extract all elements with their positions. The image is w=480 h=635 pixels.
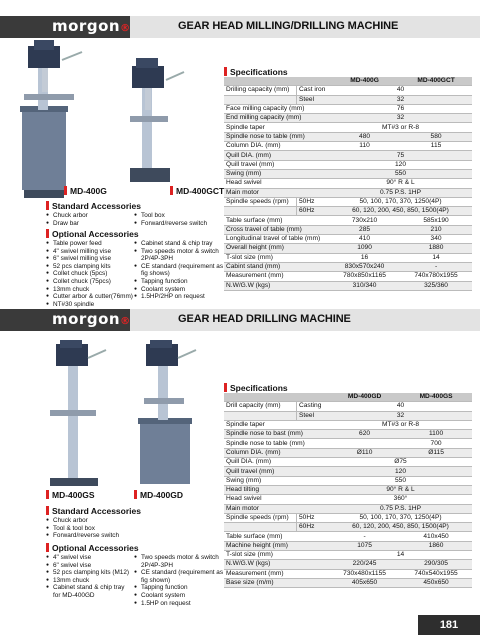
spec-cell: 405x650: [329, 578, 400, 587]
spec-cell: Casting: [297, 402, 330, 411]
accessory-item: ● Coolant system: [134, 286, 226, 294]
spec-row: [224, 95, 472, 104]
spec-cell: 1860: [400, 541, 472, 550]
spec-cell: 585x190: [400, 216, 472, 225]
spec-cell: 730x480x1155: [329, 569, 400, 578]
spec-cell: [224, 411, 297, 420]
spec-cell: Spindle nose to table (mm): [224, 439, 329, 448]
accessory-item: ● Two speeds motor & switch 2P/4P-3PH: [134, 248, 226, 263]
spec-cell: [329, 439, 400, 448]
spec-cell: Table surface (mm): [224, 216, 329, 225]
spec-cell: 76: [329, 104, 472, 113]
spec-cell: 120: [329, 467, 472, 476]
spec-row: [224, 142, 472, 151]
spec-row: [224, 485, 472, 494]
accessory-item: ● 52 pcs clamping kits (M12): [46, 569, 132, 577]
spec-row: [224, 476, 472, 485]
specifications-table: [224, 393, 472, 588]
spec-cell: Steel: [297, 95, 330, 104]
spec-cell: Drilling capacity (mm): [224, 86, 297, 95]
page-number: 181: [418, 615, 480, 635]
specifications-table: [224, 77, 472, 291]
spec-cell: [224, 77, 329, 86]
spec-row: [224, 448, 472, 457]
spec-cell: [224, 207, 297, 216]
spec-cell: Drill capacity (mm): [224, 402, 297, 411]
spec-cell: 50Hz: [297, 197, 330, 206]
mill-drill-machine-image: [20, 40, 100, 200]
spec-cell: Column DIA. (mm): [224, 448, 329, 457]
spec-cell: T-slot size (mm): [224, 253, 329, 262]
spec-cell: N.W/G.W (kgs): [224, 281, 329, 290]
standard-accessories-heading: Standard Accessories: [46, 201, 141, 211]
spec-row: [224, 467, 472, 476]
standard-accessories-list-1: [46, 212, 126, 227]
spec-row: [224, 272, 472, 281]
accessory-item: ● 6" swivel vise: [46, 562, 132, 570]
spec-cell: 480: [329, 132, 400, 141]
spec-cell: -: [329, 532, 400, 541]
spec-row: [224, 569, 472, 578]
spec-row: [224, 179, 472, 188]
spec-cell: Quill travel (mm): [224, 160, 329, 169]
spec-row: [224, 504, 472, 513]
spec-row: [224, 244, 472, 253]
spec-cell: 700: [400, 439, 472, 448]
spec-cell: [224, 523, 297, 532]
specifications-heading: Specifications: [224, 383, 288, 393]
spec-cell: 40: [329, 86, 472, 95]
spec-cell: [224, 393, 329, 402]
spec-cell: Overall height (mm): [224, 244, 329, 253]
section2-banner: [0, 309, 480, 331]
accessory-item: ● 4" swivel milling vise: [46, 248, 134, 256]
spec-cell: Quill travel (mm): [224, 467, 329, 476]
spec-cell: MD-400GD: [329, 393, 400, 402]
spec-cell: 740x540x1955: [400, 569, 472, 578]
spec-cell: 90° R & L: [329, 179, 472, 188]
spec-cell: T-slot size (mm): [224, 551, 329, 560]
standard-accessories-list: [46, 517, 166, 540]
spec-cell: 210: [400, 225, 472, 234]
spec-cell: Column DIA. (mm): [224, 142, 329, 151]
spec-row: [224, 169, 472, 178]
spec-cell: 0.75 P.S. 1HP: [329, 188, 472, 197]
spec-cell: 620: [329, 430, 400, 439]
accessory-item: ● Collet chuck (5pcs): [46, 270, 134, 278]
accessory-item: ● 13mm chuck: [46, 577, 132, 585]
accessory-item: ● 13mm chuck: [46, 286, 134, 294]
spec-row: [224, 541, 472, 550]
spec-cell: 0.75 P.S. 1HP: [329, 504, 472, 513]
accessory-item: ● Tool box: [134, 212, 224, 220]
spec-row: [224, 513, 472, 522]
spec-cell: 290/305: [400, 560, 472, 569]
brand-logo: morgon®: [52, 310, 131, 328]
standard-accessories-list-2: [134, 212, 224, 227]
spec-cell: 450x650: [400, 578, 472, 587]
spec-header-row: [224, 77, 472, 86]
optional-accessories-heading: Optional Accessories: [46, 229, 139, 239]
spec-row: [224, 225, 472, 234]
spec-row: [224, 551, 472, 560]
spec-cell: Steel: [297, 411, 330, 420]
accessory-item: ● 52 pcs clamping kits: [46, 263, 134, 271]
spec-cell: Main motor: [224, 188, 329, 197]
spec-cell: 120: [329, 160, 472, 169]
model-label-md400gct: MD-400GCT: [170, 186, 224, 196]
spec-cell: MT#3 or R-8: [329, 420, 472, 429]
accessory-item: ● Forward/reverse switch: [134, 220, 224, 228]
spec-cell: Face milling capacity (mm): [224, 104, 329, 113]
accessory-item: ● Table power feed: [46, 240, 134, 248]
spec-cell: MD-400G: [329, 77, 400, 86]
spec-cell: 110: [329, 142, 400, 151]
spec-cell: Head tilting: [224, 485, 329, 494]
spec-cell: 220/245: [329, 560, 400, 569]
spec-cell: Machine height (mm): [224, 541, 329, 550]
section2-title: GEAR HEAD DRILLING MACHINE: [178, 313, 351, 325]
spec-cell: Measurement (mm): [224, 272, 329, 281]
spec-row: [224, 207, 472, 216]
spec-cell: Swing (mm): [224, 476, 329, 485]
spec-row: [224, 439, 472, 448]
spec-cell: 32: [329, 95, 472, 104]
accessory-item: ● 1.5HP on request: [134, 600, 226, 608]
spec-cell: Spindle speeds (rpm): [224, 513, 297, 522]
spec-cell: 32: [329, 411, 472, 420]
spec-cell: 340: [400, 235, 472, 244]
accessory-item: ● Chuck arbor: [46, 212, 126, 220]
brand-logo: morgon®: [52, 17, 131, 35]
accessory-item: ● Collet chuck (75pcs): [46, 278, 134, 286]
spec-cell: Ø110: [329, 448, 400, 457]
accessory-item: ● CE standard (requirement as fig shows): [134, 263, 226, 278]
standard-accessories-heading: Standard Accessories: [46, 506, 141, 516]
mill-drill-ct-machine-image: [126, 58, 206, 188]
spec-row: [224, 114, 472, 123]
spec-row: [224, 235, 472, 244]
spec-cell: 60, 120, 200, 450, 850, 1500(4P): [329, 207, 472, 216]
spec-row: [224, 123, 472, 132]
spec-cell: 410: [329, 235, 400, 244]
spec-cell: Quill DIA. (mm): [224, 458, 329, 467]
spec-cell: 50Hz: [297, 513, 330, 522]
accessory-item: ● Tapping function: [134, 278, 226, 286]
drill-machine-gs-image: [40, 340, 120, 490]
spec-cell: MD-400GCT: [400, 77, 472, 86]
spec-row: [224, 86, 472, 95]
accessory-item: ● 6" swivel milling vise: [46, 255, 134, 263]
spec-cell: 1075: [329, 541, 400, 550]
accessory-item: ● Coolant system: [134, 592, 226, 600]
accessory-item: ● 4" swivel vise: [46, 554, 132, 562]
spec-cell: 410x450: [400, 532, 472, 541]
spec-cell: Spindle taper: [224, 123, 329, 132]
spec-cell: Cast iron: [297, 86, 330, 95]
spec-cell: Spindle speeds (rpm): [224, 197, 297, 206]
spec-cell: 550: [329, 476, 472, 485]
accessory-item: ● Forward/reverse switch: [46, 532, 166, 540]
spec-cell: 740x780x1955: [400, 272, 472, 281]
spec-cell: 310/340: [329, 281, 400, 290]
spec-row: [224, 216, 472, 225]
spec-row: [224, 430, 472, 439]
spec-row: [224, 458, 472, 467]
spec-cell: 550: [329, 169, 472, 178]
spec-cell: 730x210: [329, 216, 400, 225]
spec-cell: 16: [329, 253, 400, 262]
spec-row: [224, 262, 472, 271]
spec-cell: Spindle nose to table (mm): [224, 132, 329, 141]
spec-cell: Ø75: [329, 458, 472, 467]
spec-row: [224, 132, 472, 141]
spec-cell: Ø115: [400, 448, 472, 457]
spec-row: [224, 523, 472, 532]
spec-cell: -: [400, 262, 472, 271]
optional-accessories-heading: Optional Accessories: [46, 543, 139, 553]
spec-cell: 1090: [329, 244, 400, 253]
spec-cell: Cross travel of table (mm): [224, 225, 329, 234]
spec-cell: 75: [329, 151, 472, 160]
spec-cell: N.W/G.W (kgs): [224, 560, 329, 569]
spec-cell: 1100: [400, 430, 472, 439]
accessory-item: ● NT#30 spindle: [46, 301, 134, 309]
spec-cell: 60Hz: [297, 523, 330, 532]
spec-cell: 50, 100, 170, 370, 1250(4P): [329, 197, 472, 206]
accessory-item: ● CE standard (requirement as fig shown): [134, 569, 226, 584]
spec-cell: Spindle taper: [224, 420, 329, 429]
spec-row: [224, 188, 472, 197]
spec-row: [224, 411, 472, 420]
spec-row: [224, 151, 472, 160]
spec-cell: 32: [329, 114, 472, 123]
spec-row: [224, 160, 472, 169]
optional-accessories-list-2: [134, 240, 226, 301]
model-label-md400g: MD-400G: [64, 186, 107, 196]
optional-accessories-list-1: [46, 554, 132, 600]
spec-cell: Head swivel: [224, 179, 329, 188]
spec-cell: 40: [329, 402, 472, 411]
spec-cell: 14: [400, 253, 472, 262]
model-label-md400gs: MD-400GS: [46, 490, 95, 500]
spec-cell: 1880: [400, 244, 472, 253]
accessory-item: ● Chuck arbor: [46, 517, 166, 525]
spec-cell: 580: [400, 132, 472, 141]
spec-row: [224, 420, 472, 429]
spec-row: [224, 253, 472, 262]
spec-cell: Longitudinal travel of table (mm): [224, 235, 329, 244]
spec-cell: 115: [400, 142, 472, 151]
spec-row: [224, 104, 472, 113]
spec-cell: Base size (m/m): [224, 578, 329, 587]
spec-row: [224, 197, 472, 206]
spec-row: [224, 532, 472, 541]
section1-banner: [0, 16, 480, 38]
spec-cell: MD-400GS: [400, 393, 472, 402]
drill-machine-gd-image: [130, 340, 210, 490]
spec-cell: 14: [329, 551, 472, 560]
spec-cell: Main motor: [224, 504, 329, 513]
spec-cell: 325/360: [400, 281, 472, 290]
spec-cell: [224, 95, 297, 104]
spec-cell: Head swivel: [224, 495, 329, 504]
accessory-item: ● Tapping function: [134, 584, 226, 592]
model-label-md400gd: MD-400GD: [134, 490, 183, 500]
spec-cell: 830x570x240: [329, 262, 400, 271]
spec-cell: End milling capacity (mm): [224, 114, 329, 123]
spec-cell: Spindle nose to bast (mm): [224, 430, 329, 439]
spec-cell: 360°: [329, 495, 472, 504]
spec-cell: 285: [329, 225, 400, 234]
spec-row: [224, 578, 472, 587]
spec-cell: Table surface (mm): [224, 532, 329, 541]
accessory-item: ● Cabinet stand & chip tray: [134, 240, 226, 248]
spec-cell: Quill DIA. (mm): [224, 151, 329, 160]
accessory-item: ● Two speeds motor & switch 2P/4P-3PH: [134, 554, 226, 569]
spec-cell: 50, 100, 170, 370, 1250(4P): [329, 513, 472, 522]
accessory-item: ● Tool & tool box: [46, 525, 166, 533]
accessory-item: ● Cabinet stand & chip tray for MD-400GD: [46, 584, 132, 599]
accessory-item: ● Draw bar: [46, 220, 126, 228]
spec-cell: Measurement (mm): [224, 569, 329, 578]
spec-row: [224, 495, 472, 504]
optional-accessories-list-2: [134, 554, 226, 607]
spec-cell: Cabint stand (mm): [224, 262, 329, 271]
spec-cell: 780x850x1165: [329, 272, 400, 281]
optional-accessories-list-1: [46, 240, 134, 308]
spec-cell: 60, 120, 200, 450, 850, 1500(4P): [329, 523, 472, 532]
spec-row: [224, 281, 472, 290]
specifications-heading: Specifications: [224, 67, 288, 77]
spec-row: [224, 560, 472, 569]
spec-cell: MT#3 or R-8: [329, 123, 472, 132]
spec-cell: 90° R & L: [329, 485, 472, 494]
spec-row: [224, 402, 472, 411]
spec-cell: Swing (mm): [224, 169, 329, 178]
accessory-item: ● 1.5HP/2HP on request: [134, 293, 226, 301]
accessory-item: ● Cutter arbor & cutter(76mm): [46, 293, 134, 301]
spec-cell: 60Hz: [297, 207, 330, 216]
spec-header-row: [224, 393, 472, 402]
section1-title: GEAR HEAD MILLING/DRILLING MACHINE: [178, 20, 399, 32]
